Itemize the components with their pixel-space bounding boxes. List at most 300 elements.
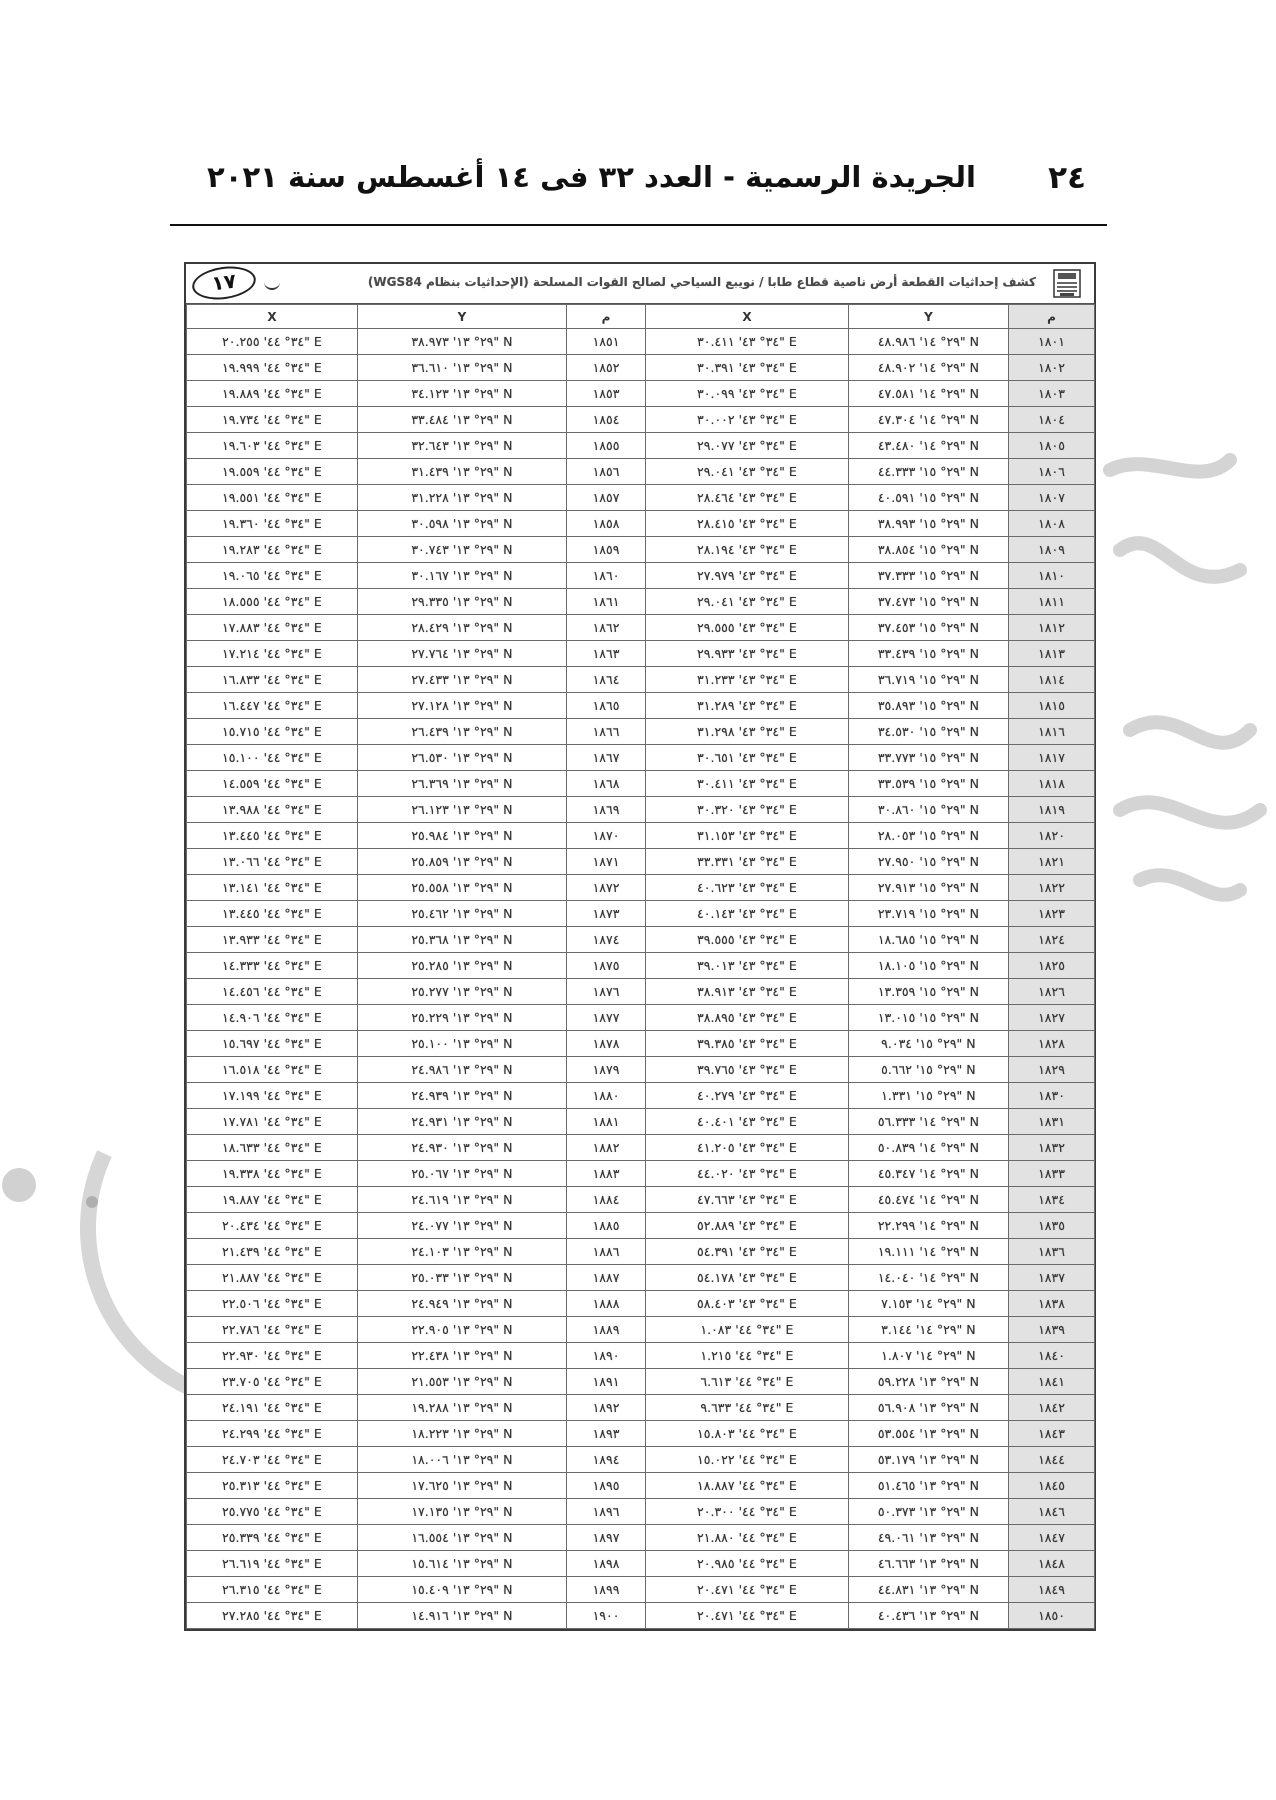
- gazette-running-title: الجريدة الرسمية - العدد ٣٢ فى ١٤ أغسطس سنة ٢٠٢١: [207, 160, 976, 194]
- right-point-number-cell: ١٨٢٩: [1009, 1057, 1095, 1083]
- right-point-number-cell: ١٨١٤: [1009, 667, 1095, 693]
- table-row: [187, 511, 1095, 537]
- left-x-cell: ٣٤° ٤٤' ١٣.٤٤٥" E: [187, 823, 358, 849]
- right-point-number-cell: ١٨٤٦: [1009, 1499, 1095, 1525]
- left-x-cell: ٣٤° ٤٤' ١٩.٥٥١" E: [187, 485, 358, 511]
- left-x-cell: ٣٤° ٤٤' ١٤.٩٠٦" E: [187, 1005, 358, 1031]
- left-x-cell: ٣٤° ٤٤' ٢٢.٩٣٠" E: [187, 1343, 358, 1369]
- left-point-number-cell: ١٨٩٠: [567, 1343, 646, 1369]
- right-point-number-cell: ١٨٢٢: [1009, 875, 1095, 901]
- left-y-cell: ٢٩° ١٣' ٢٤.٠٧٧" N: [358, 1213, 567, 1239]
- left-y-cell: ٢٩° ١٣' ٢٧.١٢٨" N: [358, 693, 567, 719]
- left-point-number-cell: ١٩٠٠: [567, 1603, 646, 1629]
- table-row: [187, 641, 1095, 667]
- right-y-cell: ٢٩° ١٥' ٣٧.٤٥٣" N: [849, 615, 1009, 641]
- right-y-cell: ٢٩° ١٥' ٣٣.٧٧٣" N: [849, 745, 1009, 771]
- left-x-cell: ٣٤° ٤٤' ١٣.٠٦٦" E: [187, 849, 358, 875]
- left-point-number-cell: ١٨٥٢: [567, 355, 646, 381]
- right-point-number-cell: ١٨٣٣: [1009, 1161, 1095, 1187]
- right-point-number-cell: ١٨١٧: [1009, 745, 1095, 771]
- table-header-row: [187, 305, 1095, 329]
- left-point-number-cell: ١٨٥١: [567, 329, 646, 355]
- left-point-number-cell: ١٨٦٥: [567, 693, 646, 719]
- table-row: [187, 381, 1095, 407]
- right-point-number-cell: ١٨٥٠: [1009, 1603, 1095, 1629]
- left-point-number-cell: ١٨٧٤: [567, 927, 646, 953]
- left-point-number-cell: ١٨٩٥: [567, 1473, 646, 1499]
- right-y-cell: ٢٩° ١٥' ١٨.١٠٥" N: [849, 953, 1009, 979]
- table-row: [187, 745, 1095, 771]
- left-point-number-cell: ١٨٨٢: [567, 1135, 646, 1161]
- coordinates-table-body: [187, 329, 1095, 1629]
- table-row: [187, 1265, 1095, 1291]
- left-x-cell: ٣٤° ٤٤' ١٩.٠٦٥" E: [187, 563, 358, 589]
- left-point-number-cell: ١٨٨٣: [567, 1161, 646, 1187]
- watermark-glyphs: [1090, 430, 1270, 970]
- right-y-cell: ٢٩° ١٤' ٤٥.٤٧٤" N: [849, 1187, 1009, 1213]
- table-row: [187, 1603, 1095, 1629]
- left-point-number-cell: ١٨٥٧: [567, 485, 646, 511]
- right-point-number-cell: ١٨٤٠: [1009, 1343, 1095, 1369]
- right-x-cell: ٣٤° ٤٣' ٣٠.٣٩١" E: [646, 355, 849, 381]
- left-y-cell: ٢٩° ١٣' ٣٠.٥٩٨" N: [358, 511, 567, 537]
- left-x-cell: ٣٤° ٤٤' ١٩.٨٨٧" E: [187, 1187, 358, 1213]
- table-row: [187, 1005, 1095, 1031]
- right-y-cell: ٢٩° ١٥' ٢٣.٧١٩" N: [849, 901, 1009, 927]
- left-x-cell: ٣٤° ٤٤' ٢٤.٢٩٩" E: [187, 1421, 358, 1447]
- right-point-number-cell: ١٨٣٥: [1009, 1213, 1095, 1239]
- table-row: [187, 667, 1095, 693]
- sheet-title: كشف إحداثيات القطعة أرض ناصية قطاع طابا / نويبع السياحي لصالح القوات المسلحة (الإحداثيات بنظام WGS84): [367, 275, 1036, 289]
- right-x-cell: ٣٤° ٤٣' ٥٨.٤٠٣" E: [646, 1291, 849, 1317]
- table-row: [187, 1447, 1095, 1473]
- right-point-number-cell: ١٨٠٣: [1009, 381, 1095, 407]
- right-point-number-cell: ١٨٠٥: [1009, 433, 1095, 459]
- right-y-cell: ٢٩° ١٤' ٥٠.٨٣٩" N: [849, 1135, 1009, 1161]
- right-x-cell: ٣٤° ٤٣' ٣٠.٣٢٠" E: [646, 797, 849, 823]
- right-y-cell: ٢٩° ١٣' ٥٩.٢٢٨" N: [849, 1369, 1009, 1395]
- right-x-cell: ٣٤° ٤٤' ١.٢١٥" E: [646, 1343, 849, 1369]
- right-x-cell: ٣٤° ٤٣' ٢٩.٠٧٧" E: [646, 433, 849, 459]
- table-row: [187, 1369, 1095, 1395]
- left-x-cell: ٣٤° ٤٤' ٢٤.١٩١" E: [187, 1395, 358, 1421]
- table-row: [187, 433, 1095, 459]
- watermark-dot: [86, 1196, 98, 1208]
- right-point-number-cell: ١٨٢٤: [1009, 927, 1095, 953]
- table-row: [187, 537, 1095, 563]
- table-row: [187, 1551, 1095, 1577]
- right-point-number-cell: ١٨٢٣: [1009, 901, 1095, 927]
- left-x-cell: ٣٤° ٤٤' ١٣.٩٣٣" E: [187, 927, 358, 953]
- right-x-cell: ٣٤° ٤٣' ٥٢.٨٨٩" E: [646, 1213, 849, 1239]
- right-y-cell: ٢٩° ١٤' ٤٥.٣٤٧" N: [849, 1161, 1009, 1187]
- right-x-cell: ٣٤° ٤٤' ٢٠.٣٠٠" E: [646, 1499, 849, 1525]
- right-point-number-cell: ١٨٣٧: [1009, 1265, 1095, 1291]
- left-y-cell: ٢٩° ١٣' ٢٤.١٠٣" N: [358, 1239, 567, 1265]
- right-y-cell: ٢٩° ١٤' ٤٣.٤٨٠" N: [849, 433, 1009, 459]
- right-x-cell: ٣٤° ٤٣' ٤٧.٦٦٣" E: [646, 1187, 849, 1213]
- right-y-cell: ٢٩° ١٥' ٤٠.٥٩١" N: [849, 485, 1009, 511]
- right-point-number-cell: ١٨٤٩: [1009, 1577, 1095, 1603]
- left-x-header: X: [187, 305, 358, 329]
- right-x-cell: ٣٤° ٤٣' ٣٩.٣٨٥" E: [646, 1031, 849, 1057]
- table-row: [187, 1421, 1095, 1447]
- right-x-cell: ٣٤° ٤٣' ٣٩.٧٦٥" E: [646, 1057, 849, 1083]
- table-row: [187, 1187, 1095, 1213]
- left-point-number-cell: ١٨٦٦: [567, 719, 646, 745]
- table-row: [187, 1343, 1095, 1369]
- page-number: ٢٤: [1048, 160, 1086, 196]
- left-point-number-cell: ١٨٩٩: [567, 1577, 646, 1603]
- left-point-number-cell: ١٨٨٠: [567, 1083, 646, 1109]
- left-x-cell: ٣٤° ٤٤' ٢٣.٧٠٥" E: [187, 1369, 358, 1395]
- right-point-number-cell: ١٨١٩: [1009, 797, 1095, 823]
- right-point-number-cell: ١٨٤١: [1009, 1369, 1095, 1395]
- right-x-cell: ٣٤° ٤٣' ٣٠.٠٩٩" E: [646, 381, 849, 407]
- left-x-cell: ٣٤° ٤٤' ١٨.٦٣٣" E: [187, 1135, 358, 1161]
- right-point-number-header: م: [1009, 305, 1095, 329]
- left-x-cell: ٣٤° ٤٤' ١٦.٨٣٣" E: [187, 667, 358, 693]
- right-point-number-cell: ١٨٢٦: [1009, 979, 1095, 1005]
- right-x-cell: ٣٤° ٤٣' ٢٨.١٩٤" E: [646, 537, 849, 563]
- left-x-cell: ٣٤° ٤٤' ١٥.٦٩٧" E: [187, 1031, 358, 1057]
- right-point-number-cell: ١٨١٠: [1009, 563, 1095, 589]
- right-x-cell: ٣٤° ٤٤' ٢٠.٤٧١" E: [646, 1577, 849, 1603]
- right-y-cell: ٢٩° ١٥' ٤٤.٣٣٣" N: [849, 459, 1009, 485]
- right-y-cell: ٢٩° ١٤' ٤٨.٩٨٦" N: [849, 329, 1009, 355]
- right-point-number-cell: ١٨٠٧: [1009, 485, 1095, 511]
- left-point-number-cell: ١٨٦٧: [567, 745, 646, 771]
- right-y-cell: ٢٩° ١٥' ٩.٠٣٤" N: [849, 1031, 1009, 1057]
- table-row: [187, 1161, 1095, 1187]
- left-y-cell: ٢٩° ١٣' ٢٢.٤٣٨" N: [358, 1343, 567, 1369]
- right-y-cell: ٢٩° ١٣' ٤٠.٤٣٦" N: [849, 1603, 1009, 1629]
- left-x-cell: ٣٤° ٤٤' ١٨.٥٥٥" E: [187, 589, 358, 615]
- left-x-cell: ٣٤° ٤٤' ١٤.٤٥٦" E: [187, 979, 358, 1005]
- right-point-number-cell: ١٨١٨: [1009, 771, 1095, 797]
- left-x-cell: ٣٤° ٤٤' ٢٥.٧٧٥" E: [187, 1499, 358, 1525]
- right-y-cell: ٢٩° ١٥' ٢٨.٠٥٣" N: [849, 823, 1009, 849]
- right-x-cell: ٣٤° ٤٣' ٣٨.٩١٣" E: [646, 979, 849, 1005]
- right-point-number-cell: ١٨١٢: [1009, 615, 1095, 641]
- coordinates-sheet: [184, 262, 1096, 1631]
- left-point-number-cell: ١٨٧٥: [567, 953, 646, 979]
- right-x-cell: ٣٤° ٤٣' ٤٠.٦٢٣" E: [646, 875, 849, 901]
- left-x-cell: ٣٤° ٤٤' ٢٠.٢٥٥" E: [187, 329, 358, 355]
- sheet-banner: [186, 264, 1094, 304]
- left-y-cell: ٢٩° ١٣' ٢٥.٠٦٧" N: [358, 1161, 567, 1187]
- left-x-cell: ٣٤° ٤٤' ١٣.٩٨٨" E: [187, 797, 358, 823]
- left-point-number-cell: ١٨٦١: [567, 589, 646, 615]
- left-y-cell: ٢٩° ١٣' ٢٧.٤٣٣" N: [358, 667, 567, 693]
- table-row: [187, 1577, 1095, 1603]
- table-row: [187, 1109, 1095, 1135]
- left-x-cell: ٣٤° ٤٤' ١٩.٩٩٩" E: [187, 355, 358, 381]
- table-row: [187, 1317, 1095, 1343]
- table-row: [187, 407, 1095, 433]
- table-row: [187, 719, 1095, 745]
- right-y-cell: ٢٩° ١٣' ٥٦.٩٠٨" N: [849, 1395, 1009, 1421]
- right-y-cell: ٢٩° ١٣' ٤٤.٨٣١" N: [849, 1577, 1009, 1603]
- right-x-cell: ٣٤° ٤٤' ١٨.٨٨٧" E: [646, 1473, 849, 1499]
- left-point-number-cell: ١٨٧٠: [567, 823, 646, 849]
- left-y-cell: ٢٩° ١٣' ١٦.٥٥٤" N: [358, 1525, 567, 1551]
- table-row: [187, 953, 1095, 979]
- right-x-cell: ٣٤° ٤٣' ٢٩.٥٥٥" E: [646, 615, 849, 641]
- right-point-number-cell: ١٨٤٢: [1009, 1395, 1095, 1421]
- left-x-cell: ٣٤° ٤٤' ٢٥.٣٣٩" E: [187, 1525, 358, 1551]
- left-y-cell: ٢٩° ١٣' ٢٤.٩٣٠" N: [358, 1135, 567, 1161]
- left-y-cell: ٢٩° ١٣' ١٤.٩١٦" N: [358, 1603, 567, 1629]
- table-row: [187, 875, 1095, 901]
- right-point-number-cell: ١٨٠٦: [1009, 459, 1095, 485]
- right-point-number-cell: ١٨٣٠: [1009, 1083, 1095, 1109]
- left-x-cell: ٣٤° ٤٤' ١٥.٧١٥" E: [187, 719, 358, 745]
- left-y-cell: ٢٩° ١٣' ٢٤.٩٣١" N: [358, 1109, 567, 1135]
- left-y-cell: ٢٩° ١٣' ٢٥.٢٢٩" N: [358, 1005, 567, 1031]
- left-y-cell: ٢٩° ١٣' ٣٤.١٢٣" N: [358, 381, 567, 407]
- left-y-cell: ٢٩° ١٣' ٢١.٥٥٣" N: [358, 1369, 567, 1395]
- left-y-cell: ٢٩° ١٣' ٣٦.٦١٠" N: [358, 355, 567, 381]
- left-x-cell: ٣٤° ٤٤' ٢٦.٣١٥" E: [187, 1577, 358, 1603]
- table-row: [187, 1395, 1095, 1421]
- left-x-cell: ٣٤° ٤٤' ١٤.٥٥٩" E: [187, 771, 358, 797]
- left-y-cell: ٢٩° ١٣' ٢٦.٥٣٠" N: [358, 745, 567, 771]
- left-x-cell: ٣٤° ٤٤' ١٩.٥٥٩" E: [187, 459, 358, 485]
- table-row: [187, 355, 1095, 381]
- left-point-number-cell: ١٨٥٣: [567, 381, 646, 407]
- right-x-cell: ٣٤° ٤٣' ٣٩.٠١٣" E: [646, 953, 849, 979]
- left-x-cell: ٣٤° ٤٤' ٢١.٨٨٧" E: [187, 1265, 358, 1291]
- handwritten-page-mark: ١٧: [190, 263, 258, 304]
- handwritten-stroke: [264, 276, 280, 290]
- left-y-cell: ٢٩° ١٣' ٢٥.٢٨٥" N: [358, 953, 567, 979]
- left-y-cell: ٢٩° ١٣' ٢٤.٩٤٩" N: [358, 1291, 567, 1317]
- table-row: [187, 797, 1095, 823]
- right-point-number-cell: ١٨١٣: [1009, 641, 1095, 667]
- right-y-cell: ٢٩° ١٥' ٣٤.٥٣٠" N: [849, 719, 1009, 745]
- right-x-cell: ٣٤° ٤٤' ١٥.٠٢٢" E: [646, 1447, 849, 1473]
- left-x-cell: ٣٤° ٤٤' ٢٢.٧٨٦" E: [187, 1317, 358, 1343]
- left-x-cell: ٣٤° ٤٤' ٢٢.٥٠٦" E: [187, 1291, 358, 1317]
- right-y-cell: ٢٩° ١٥' ٣٥.٨٩٣" N: [849, 693, 1009, 719]
- right-point-number-cell: ١٨٣٨: [1009, 1291, 1095, 1317]
- right-point-number-cell: ١٨٠٨: [1009, 511, 1095, 537]
- left-point-number-cell: ١٨٧٨: [567, 1031, 646, 1057]
- left-y-cell: ٢٩° ١٣' ٣٣.٤٨٤" N: [358, 407, 567, 433]
- left-point-number-cell: ١٨٩٢: [567, 1395, 646, 1421]
- right-x-cell: ٣٤° ٤٣' ٤٠.٤٠١" E: [646, 1109, 849, 1135]
- left-y-cell: ٢٩° ١٣' ٢٤.٦١٩" N: [358, 1187, 567, 1213]
- left-point-number-cell: ١٨٥٥: [567, 433, 646, 459]
- right-point-number-cell: ١٨٣٩: [1009, 1317, 1095, 1343]
- right-x-cell: ٣٤° ٤٣' ٣٠.٤١١" E: [646, 329, 849, 355]
- right-point-number-cell: ١٨٠٩: [1009, 537, 1095, 563]
- right-point-number-cell: ١٨٢١: [1009, 849, 1095, 875]
- table-row: [187, 1031, 1095, 1057]
- right-x-cell: ٣٤° ٤٣' ٣٠.٤١١" E: [646, 771, 849, 797]
- left-y-cell: ٢٩° ١٣' ٢٦.٣٦٩" N: [358, 771, 567, 797]
- right-x-cell: ٣٤° ٤٤' ٢٠.٩٨٥" E: [646, 1551, 849, 1577]
- table-row: [187, 1083, 1095, 1109]
- left-point-number-cell: ١٨٦٩: [567, 797, 646, 823]
- left-y-cell: ٢٩° ١٣' ٢٨.٤٢٩" N: [358, 615, 567, 641]
- right-y-cell: ٢٩° ١٣' ٥٠.٣٧٣" N: [849, 1499, 1009, 1525]
- table-row: [187, 563, 1095, 589]
- right-y-cell: ٢٩° ١٤' ٢٢.٢٩٩" N: [849, 1213, 1009, 1239]
- right-x-cell: ٣٤° ٤٣' ٢٩.٠٤١" E: [646, 589, 849, 615]
- left-y-cell: ٢٩° ١٣' ٢٩.٣٣٥" N: [358, 589, 567, 615]
- table-row: [187, 1057, 1095, 1083]
- coordinates-table: [186, 304, 1095, 1629]
- left-point-number-cell: ١٨٨١: [567, 1109, 646, 1135]
- right-x-cell: ٣٤° ٤٤' ٢١.٨٨٠" E: [646, 1525, 849, 1551]
- left-y-cell: ٢٩° ١٣' ١٨.٢٢٣" N: [358, 1421, 567, 1447]
- left-point-number-cell: ١٨٨٨: [567, 1291, 646, 1317]
- left-x-cell: ٣٤° ٤٤' ١٩.٣٦٠" E: [187, 511, 358, 537]
- table-row: [187, 329, 1095, 355]
- left-point-number-cell: ١٨٨٥: [567, 1213, 646, 1239]
- left-point-number-cell: ١٨٥٨: [567, 511, 646, 537]
- right-y-cell: ٢٩° ١٤' ٤٨.٩٠٢" N: [849, 355, 1009, 381]
- left-point-number-cell: ١٨٥٩: [567, 537, 646, 563]
- right-y-cell: ٢٩° ١٤' ١.٨٠٧" N: [849, 1343, 1009, 1369]
- right-x-cell: ٣٤° ٤٣' ٣٠.٦٥١" E: [646, 745, 849, 771]
- left-point-number-cell: ١٨٩٦: [567, 1499, 646, 1525]
- left-x-cell: ٣٤° ٤٤' ١٩.٨٨٩" E: [187, 381, 358, 407]
- left-y-cell: ٢٩° ١٣' ٣٢.٦٤٣" N: [358, 433, 567, 459]
- right-x-cell: ٣٤° ٤٣' ٢٧.٩٧٩" E: [646, 563, 849, 589]
- right-y-cell: ٢٩° ١٤' ٥٦.٣٣٣" N: [849, 1109, 1009, 1135]
- left-point-number-cell: ١٨٧٧: [567, 1005, 646, 1031]
- left-x-cell: ٣٤° ٤٤' ١٥.١٠٠" E: [187, 745, 358, 771]
- left-point-number-cell: ١٨٧٩: [567, 1057, 646, 1083]
- right-y-cell: ٢٩° ١٣' ٤٩.٠٦١" N: [849, 1525, 1009, 1551]
- right-y-cell: ٢٩° ١٤' ٤٧.٥٨١" N: [849, 381, 1009, 407]
- table-row: [187, 693, 1095, 719]
- left-y-cell: ٢٩° ١٣' ٢٥.٥٥٨" N: [358, 875, 567, 901]
- left-point-number-cell: ١٨٩٨: [567, 1551, 646, 1577]
- left-y-cell: ٢٩° ١٣' ١٧.٦٢٥" N: [358, 1473, 567, 1499]
- right-y-cell: ٢٩° ١٥' ٣٧.٤٧٣" N: [849, 589, 1009, 615]
- right-x-cell: ٣٤° ٤٤' ١٥.٨٠٣" E: [646, 1421, 849, 1447]
- right-point-number-cell: ١٨٤٨: [1009, 1551, 1095, 1577]
- left-x-cell: ٣٤° ٤٤' ٢٧.٢٨٥" E: [187, 1603, 358, 1629]
- left-y-header: Y: [358, 305, 567, 329]
- right-x-cell: ٣٤° ٤٣' ٤٤.٠٢٠" E: [646, 1161, 849, 1187]
- right-y-cell: ٢٩° ١٤' ٣.١٤٤" N: [849, 1317, 1009, 1343]
- table-row: [187, 459, 1095, 485]
- right-point-number-cell: ١٨١٥: [1009, 693, 1095, 719]
- right-y-cell: ٢٩° ١٣' ٥٣.٥٥٤" N: [849, 1421, 1009, 1447]
- left-y-cell: ٢٩° ١٣' ٣١.٤٣٩" N: [358, 459, 567, 485]
- right-x-cell: ٣٤° ٤٣' ٣٨.٨٩٥" E: [646, 1005, 849, 1031]
- right-y-cell: ٢٩° ١٥' ٥.٦٦٢" N: [849, 1057, 1009, 1083]
- right-x-cell: ٣٤° ٤٤' ٩.٦٣٣" E: [646, 1395, 849, 1421]
- left-y-cell: ٢٩° ١٣' ٢٤.٩٣٩" N: [358, 1083, 567, 1109]
- left-x-cell: ٣٤° ٤٤' ١٦.٤٤٧" E: [187, 693, 358, 719]
- table-row: [187, 1135, 1095, 1161]
- right-y-cell: ٢٩° ١٤' ١٩.١١١" N: [849, 1239, 1009, 1265]
- left-y-cell: ٢٩° ١٣' ٢٦.٤٣٩" N: [358, 719, 567, 745]
- right-x-cell: ٣٤° ٤٣' ٤١.٢٠٥" E: [646, 1135, 849, 1161]
- right-y-cell: ٢٩° ١٥' ٣٣.٤٣٩" N: [849, 641, 1009, 667]
- right-y-cell: ٢٩° ١٣' ٤٦.٦٦٣" N: [849, 1551, 1009, 1577]
- right-point-number-cell: ١٨٠٢: [1009, 355, 1095, 381]
- left-point-number-cell: ١٨٩١: [567, 1369, 646, 1395]
- right-y-cell: ٢٩° ١٥' ٣٠.٨٦٠" N: [849, 797, 1009, 823]
- table-row: [187, 1291, 1095, 1317]
- table-row: [187, 1213, 1095, 1239]
- left-y-cell: ٢٩° ١٣' ٢٥.٤٦٢" N: [358, 901, 567, 927]
- left-point-number-cell: ١٨٨٤: [567, 1187, 646, 1213]
- left-y-cell: ٢٩° ١٣' ٣٠.١٦٧" N: [358, 563, 567, 589]
- right-y-cell: ٢٩° ١٤' ٤٧.٣٠٤" N: [849, 407, 1009, 433]
- right-x-cell: ٣٤° ٤٣' ٤٠.٢٧٩" E: [646, 1083, 849, 1109]
- right-point-number-cell: ١٨٣١: [1009, 1109, 1095, 1135]
- table-row: [187, 1525, 1095, 1551]
- left-x-cell: ٣٤° ٤٤' ١٧.٢١٤" E: [187, 641, 358, 667]
- right-y-cell: ٢٩° ١٥' ٣٦.٧١٩" N: [849, 667, 1009, 693]
- left-point-number-cell: ١٨٦٤: [567, 667, 646, 693]
- left-point-number-cell: ١٨٥٦: [567, 459, 646, 485]
- left-x-cell: ٣٤° ٤٤' ٢١.٤٣٩" E: [187, 1239, 358, 1265]
- left-y-cell: ٢٩° ١٣' ٢٤.٩٨٦" N: [358, 1057, 567, 1083]
- right-y-cell: ٢٩° ١٣' ٥١.٤٦٥" N: [849, 1473, 1009, 1499]
- left-point-number-cell: ١٨٧٢: [567, 875, 646, 901]
- left-y-cell: ٢٩° ١٣' ١٥.٦١٤" N: [358, 1551, 567, 1577]
- left-x-cell: ٣٤° ٤٤' ١٣.٤٤٥" E: [187, 901, 358, 927]
- right-y-cell: ٢٩° ١٥' ٣٨.٩٩٣" N: [849, 511, 1009, 537]
- left-y-cell: ٢٩° ١٣' ٢٥.٠٣٣" N: [358, 1265, 567, 1291]
- right-x-cell: ٣٤° ٤٣' ٣٩.٥٥٥" E: [646, 927, 849, 953]
- table-row: [187, 615, 1095, 641]
- left-x-cell: ٣٤° ٤٤' ١٩.٧٣٤" E: [187, 407, 358, 433]
- left-x-cell: ٣٤° ٤٤' ١٣.١٤١" E: [187, 875, 358, 901]
- emblem-icon: [1046, 268, 1088, 299]
- right-x-cell: ٣٤° ٤٣' ٣١.١٥٣" E: [646, 823, 849, 849]
- left-x-cell: ٣٤° ٤٤' ١٧.٧٨١" E: [187, 1109, 358, 1135]
- right-x-cell: ٣٤° ٤٣' ٢٩.٠٤١" E: [646, 459, 849, 485]
- right-point-number-cell: ١٨٤٤: [1009, 1447, 1095, 1473]
- right-point-number-cell: ١٨٣٦: [1009, 1239, 1095, 1265]
- table-row: [187, 979, 1095, 1005]
- table-row: [187, 927, 1095, 953]
- table-row: [187, 589, 1095, 615]
- table-row: [187, 1499, 1095, 1525]
- left-y-cell: ٢٩° ١٣' ٢٧.٧٦٤" N: [358, 641, 567, 667]
- right-x-cell: ٣٤° ٤٣' ٣١.٢٣٣" E: [646, 667, 849, 693]
- left-x-cell: ٣٤° ٤٤' ١٩.٣٣٨" E: [187, 1161, 358, 1187]
- right-point-number-cell: ١٨٣٤: [1009, 1187, 1095, 1213]
- right-point-number-cell: ١٨٠١: [1009, 329, 1095, 355]
- left-x-cell: ٣٤° ٤٤' ١٦.٥١٨" E: [187, 1057, 358, 1083]
- left-x-cell: ٣٤° ٤٤' ١٩.٦٠٣" E: [187, 433, 358, 459]
- right-x-cell: ٣٤° ٤٣' ٣٠.٠٠٢" E: [646, 407, 849, 433]
- left-x-cell: ٣٤° ٤٤' ١٧.٨٨٣" E: [187, 615, 358, 641]
- left-point-number-cell: ١٨٥٤: [567, 407, 646, 433]
- right-y-header: Y: [849, 305, 1009, 329]
- left-y-cell: ٢٩° ١٣' ٣٠.٧٤٣" N: [358, 537, 567, 563]
- right-point-number-cell: ١٨٢٥: [1009, 953, 1095, 979]
- right-y-cell: ٢٩° ١٥' ٣٧.٣٣٣" N: [849, 563, 1009, 589]
- left-y-cell: ٢٩° ١٣' ٣٨.٩٧٣" N: [358, 329, 567, 355]
- left-y-cell: ٢٩° ١٣' ١٩.٢٨٨" N: [358, 1395, 567, 1421]
- left-point-number-cell: ١٨٨٩: [567, 1317, 646, 1343]
- left-y-cell: ٢٩° ١٣' ١٧.١٣٥" N: [358, 1499, 567, 1525]
- left-point-number-cell: ١٨٩٣: [567, 1421, 646, 1447]
- table-row: [187, 849, 1095, 875]
